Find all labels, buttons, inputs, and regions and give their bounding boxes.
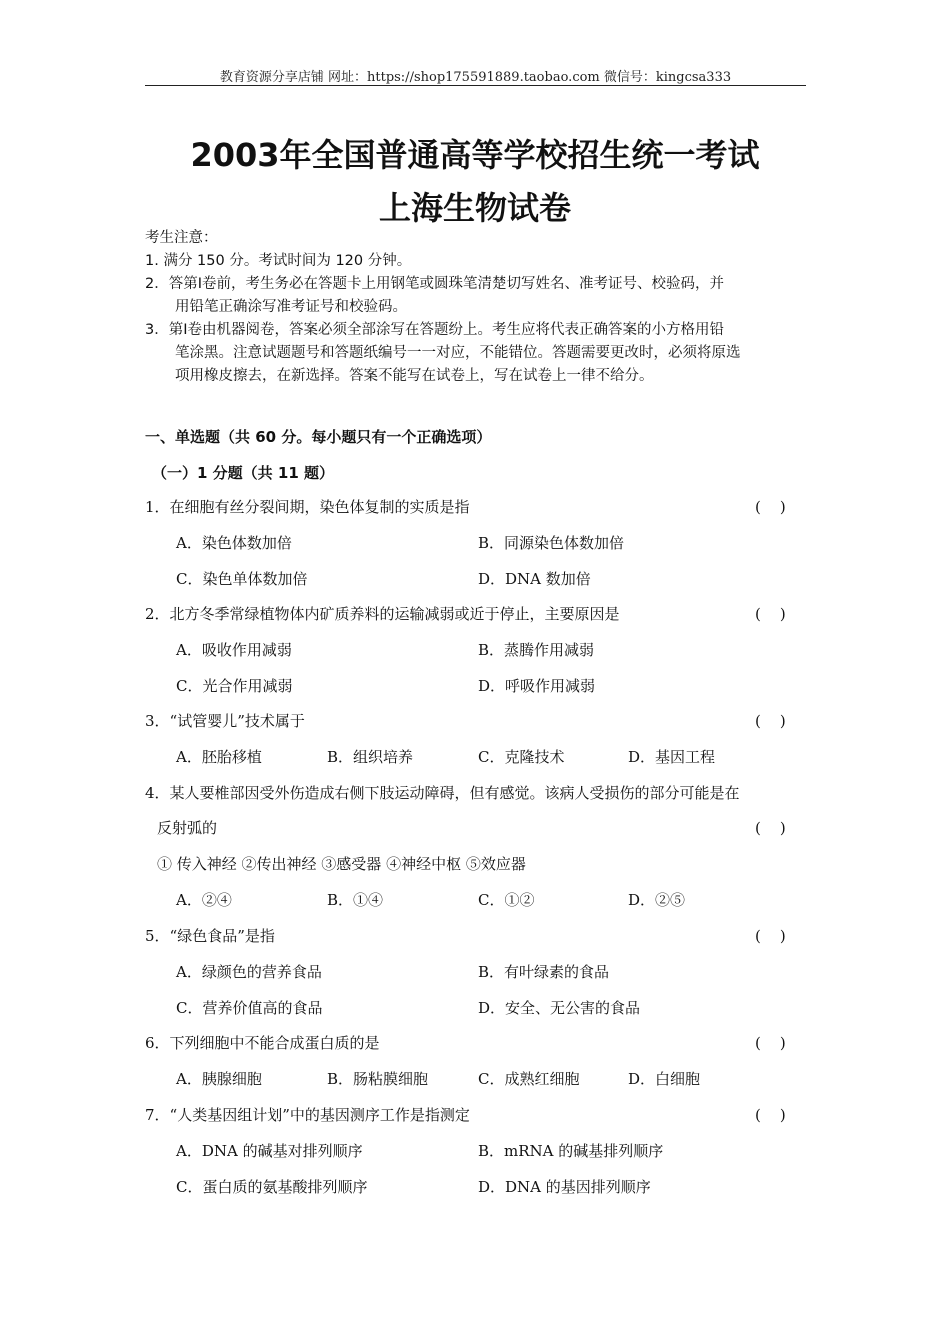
q2-option-a: A．吸收作用减弱	[176, 641, 292, 659]
note-3-cont: 笔涂黑。注意试题题号和答题纸编号一一对应，不能错位。答题需要更改时，必须将原选	[175, 345, 741, 361]
q4-option-b: B．①④	[327, 891, 384, 909]
q3-option-b: B．组织培养	[327, 748, 414, 766]
q4-option-d: D．②⑤	[628, 891, 686, 909]
q7-option-b: B．mRNA 的碱基排列顺序	[478, 1142, 664, 1160]
q5-option-b: B．有叶绿素的食品	[478, 963, 610, 981]
q1-option-b: B．同源染色体数加倍	[478, 534, 625, 552]
note-2-cont: 用铅笔正确涂写准考证号和校验码。	[175, 299, 407, 315]
q6-option-d: D．白细胞	[628, 1070, 701, 1088]
q1-option-c: C．染色单体数加倍	[176, 570, 308, 588]
subsection-heading: （一）1 分题（共 11 题）	[152, 464, 334, 482]
question-4-cont: 反射弧的	[157, 819, 218, 837]
answer-blank-1: ( )	[755, 498, 786, 516]
q4-option-c: C．①②	[478, 891, 535, 909]
q5-option-d: D．安全、无公害的食品	[478, 999, 641, 1017]
notes-heading: 考生注意：	[145, 230, 218, 246]
note-3: 3．第Ⅰ卷由机器阅卷，答案必须全部涂写在答题纷上。考生应将代表正确答案的小方格用铅	[145, 322, 724, 338]
q1-option-a: A．染色体数加倍	[176, 534, 292, 552]
q4-option-a: A．②④	[176, 891, 232, 909]
q5-option-a: A．绿颜色的营养食品	[176, 963, 322, 981]
question-6: 6．下列细胞中不能合成蛋白质的是	[145, 1034, 380, 1052]
q2-option-b: B．蒸腾作用减弱	[478, 641, 595, 659]
q7-option-c: C．蛋白质的氨基酸排列顺序	[176, 1178, 368, 1196]
answer-blank-5: ( )	[755, 927, 786, 945]
question-1: 1．在细胞有丝分裂间期，染色体复制的实质是指	[145, 498, 470, 516]
q3-option-d: D．基因工程	[628, 748, 716, 766]
q6-option-c: C．成熟红细胞	[478, 1070, 580, 1088]
answer-blank-2: ( )	[755, 605, 786, 623]
q4-items: ① 传入神经 ②传出神经 ③感受器 ④神经中枢 ⑤效应器	[157, 855, 526, 873]
question-4: 4．某人要椎部因受外伤造成右侧下肢运动障碍，但有感觉。该病人受损伤的部分可能是在	[145, 784, 740, 802]
question-3: 3．“试管婴儿”技术属于	[145, 712, 305, 730]
question-2: 2．北方冬季常绿植物体内矿质养料的运输减弱或近于停止，主要原因是	[145, 605, 620, 623]
q6-option-b: B．肠粘膜细胞	[327, 1070, 429, 1088]
answer-blank-7: ( )	[755, 1106, 786, 1124]
page-header: 教育资源分享店铺 网址：https://shop175591889.taobao.com 微信号：kingcsa333	[219, 70, 732, 85]
answer-blank-6: ( )	[755, 1034, 786, 1052]
question-7: 7．“人类基因组计划”中的基因测序工作是指测定	[145, 1106, 470, 1124]
answer-blank-3: ( )	[755, 712, 786, 730]
candidate-notes	[145, 227, 807, 388]
section-heading: 一、单选题（共 60 分。每小题只有一个正确选项）	[145, 428, 492, 446]
q6-option-a: A．胰腺细胞	[176, 1070, 262, 1088]
q2-option-d: D．呼吸作用减弱	[478, 677, 596, 695]
q2-option-c: C．光合作用减弱	[176, 677, 293, 695]
q1-option-d: D．DNA 数加倍	[478, 570, 591, 588]
q3-option-a: A．胚胎移植	[176, 748, 262, 766]
header-rule	[145, 85, 806, 86]
exam-title: 2003年全国普通高等学校招生统一考试	[190, 136, 760, 174]
note-3-cont2: 项用橡皮擦去，在新选择。答案不能写在试卷上，写在试卷上一律不给分。	[175, 368, 654, 384]
note-1: 1. 满分 150 分。考试时间为 120 分钟。	[145, 253, 412, 269]
q7-option-d: D．DNA 的基因排列顺序	[478, 1178, 651, 1196]
exam-subtitle: 上海生物试卷	[378, 189, 571, 227]
question-5: 5．“绿色食品”是指	[145, 927, 275, 945]
q5-option-c: C．营养价值高的食品	[176, 999, 323, 1017]
answer-blank-4: ( )	[755, 819, 786, 837]
q3-option-c: C．克隆技术	[478, 748, 565, 766]
note-2: 2．答第Ⅰ卷前，考生务必在答题卡上用钢笔或圆珠笔清楚切写姓名、准考证号、校验码，并	[145, 276, 724, 292]
q7-option-a: A．DNA 的碱基对排列顺序	[176, 1142, 363, 1160]
